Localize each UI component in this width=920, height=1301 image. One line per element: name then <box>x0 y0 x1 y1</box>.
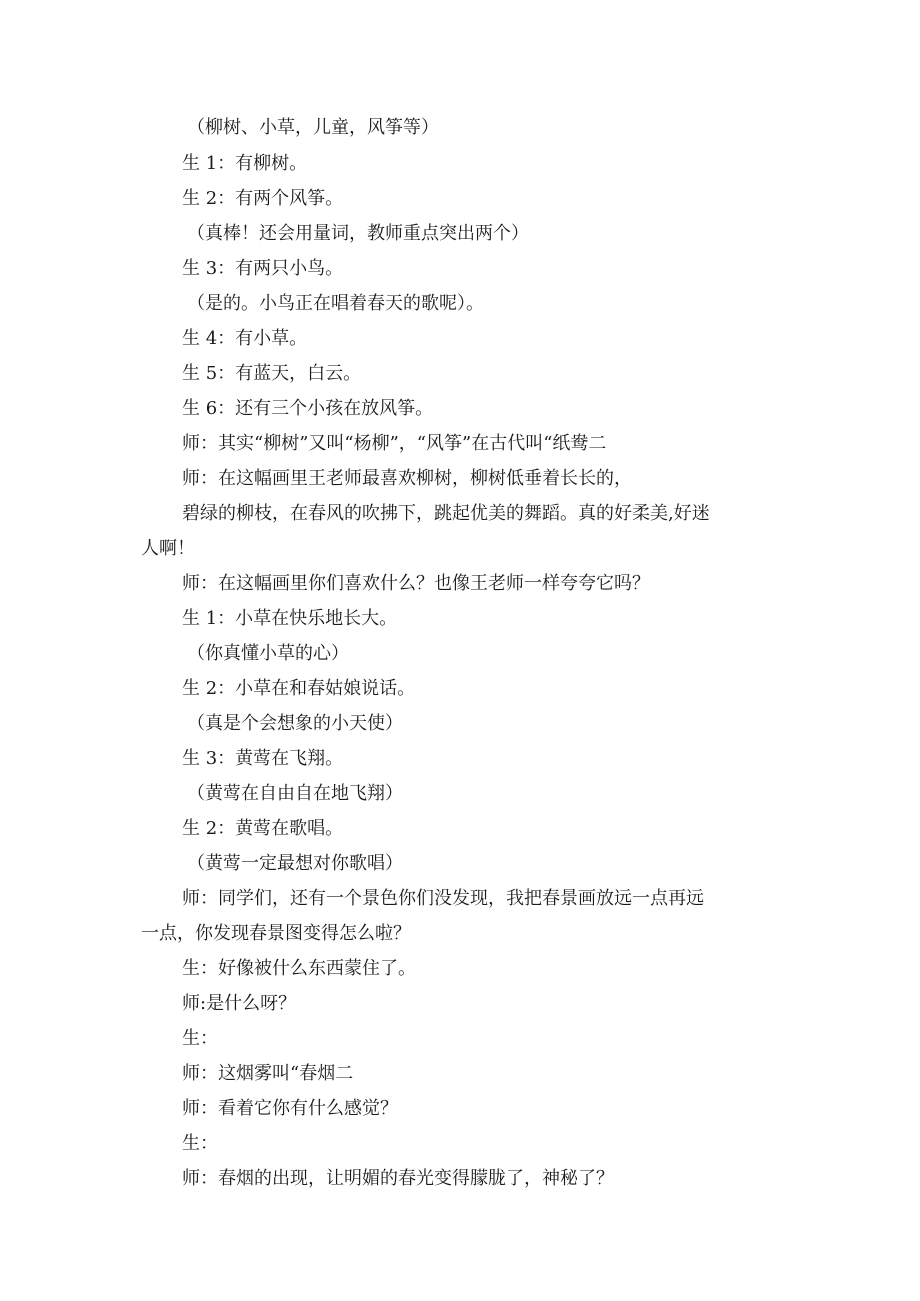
text-line: 生： <box>182 1133 218 1154</box>
text-line: 生 5：有蓝天，白云。 <box>182 363 362 384</box>
text-line: （你真懂小草的心） <box>187 643 349 664</box>
text-line: 碧绿的柳枝，在春风的吹拂下，跳起优美的舞蹈。真的好柔美,好迷 <box>182 503 710 524</box>
text-line: 生 1：有柳树。 <box>182 153 308 174</box>
text-line: 生 3：有两只小鸟。 <box>182 258 344 279</box>
text-line: 师：春烟的出现，让明媚的春光变得朦胧了，神秘了？ <box>182 1168 614 1189</box>
text-line: （是的。小鸟正在唱着春天的歌呢）。 <box>187 293 484 314</box>
text-line: （黄莺在自由自在地飞翔） <box>187 783 403 804</box>
text-line: 师：在这幅画里你们喜欢什么？也像王老师一样夸夸它吗？ <box>182 573 650 594</box>
text-line: 生 4：有小草。 <box>182 328 308 349</box>
text-line: 师：其实“柳树”又叫“杨柳”，“风筝”在古代叫“纸鸯二 <box>182 433 607 454</box>
text-line: 生 1：小草在快乐地长大。 <box>182 608 398 629</box>
text-line: 生 2：黄莺在歌唱。 <box>182 818 344 839</box>
text-line: 生：好像被什么东西蒙住了。 <box>182 958 416 979</box>
text-line: 师：这烟雾叫“春烟二 <box>182 1063 354 1084</box>
text-line: （真是个会想象的小天使） <box>187 713 403 734</box>
text-line: 生： <box>182 1028 218 1049</box>
text-line: （黄莺一定最想对你歌唱） <box>187 853 403 874</box>
text-line: 生 2：有两个风筝。 <box>182 188 344 209</box>
text-line: 人啊！ <box>141 538 195 559</box>
text-line: 师：看着它你有什么感觉？ <box>182 1098 398 1119</box>
text-line: 师：在这幅画里王老师最喜欢柳树，柳树低垂着长长的， <box>182 468 632 489</box>
text-line: 师:是什么呀？ <box>182 993 297 1014</box>
text-line: 生 2：小草在和春姑娘说话。 <box>182 678 416 699</box>
text-line: （真棒！还会用量词，教师重点突出两个） <box>187 223 529 244</box>
text-line: （柳树、小草，儿童，风筝等） <box>187 117 439 138</box>
text-line: 师：同学们，还有一个景色你们没发现，我把春景画放远一点再远 <box>182 888 704 909</box>
text-line: 生 3：黄莺在飞翔。 <box>182 748 344 769</box>
text-line: 生 6：还有三个小孩在放风筝。 <box>182 398 434 419</box>
text-line: 一点，你发现春景图变得怎么啦？ <box>141 923 411 944</box>
